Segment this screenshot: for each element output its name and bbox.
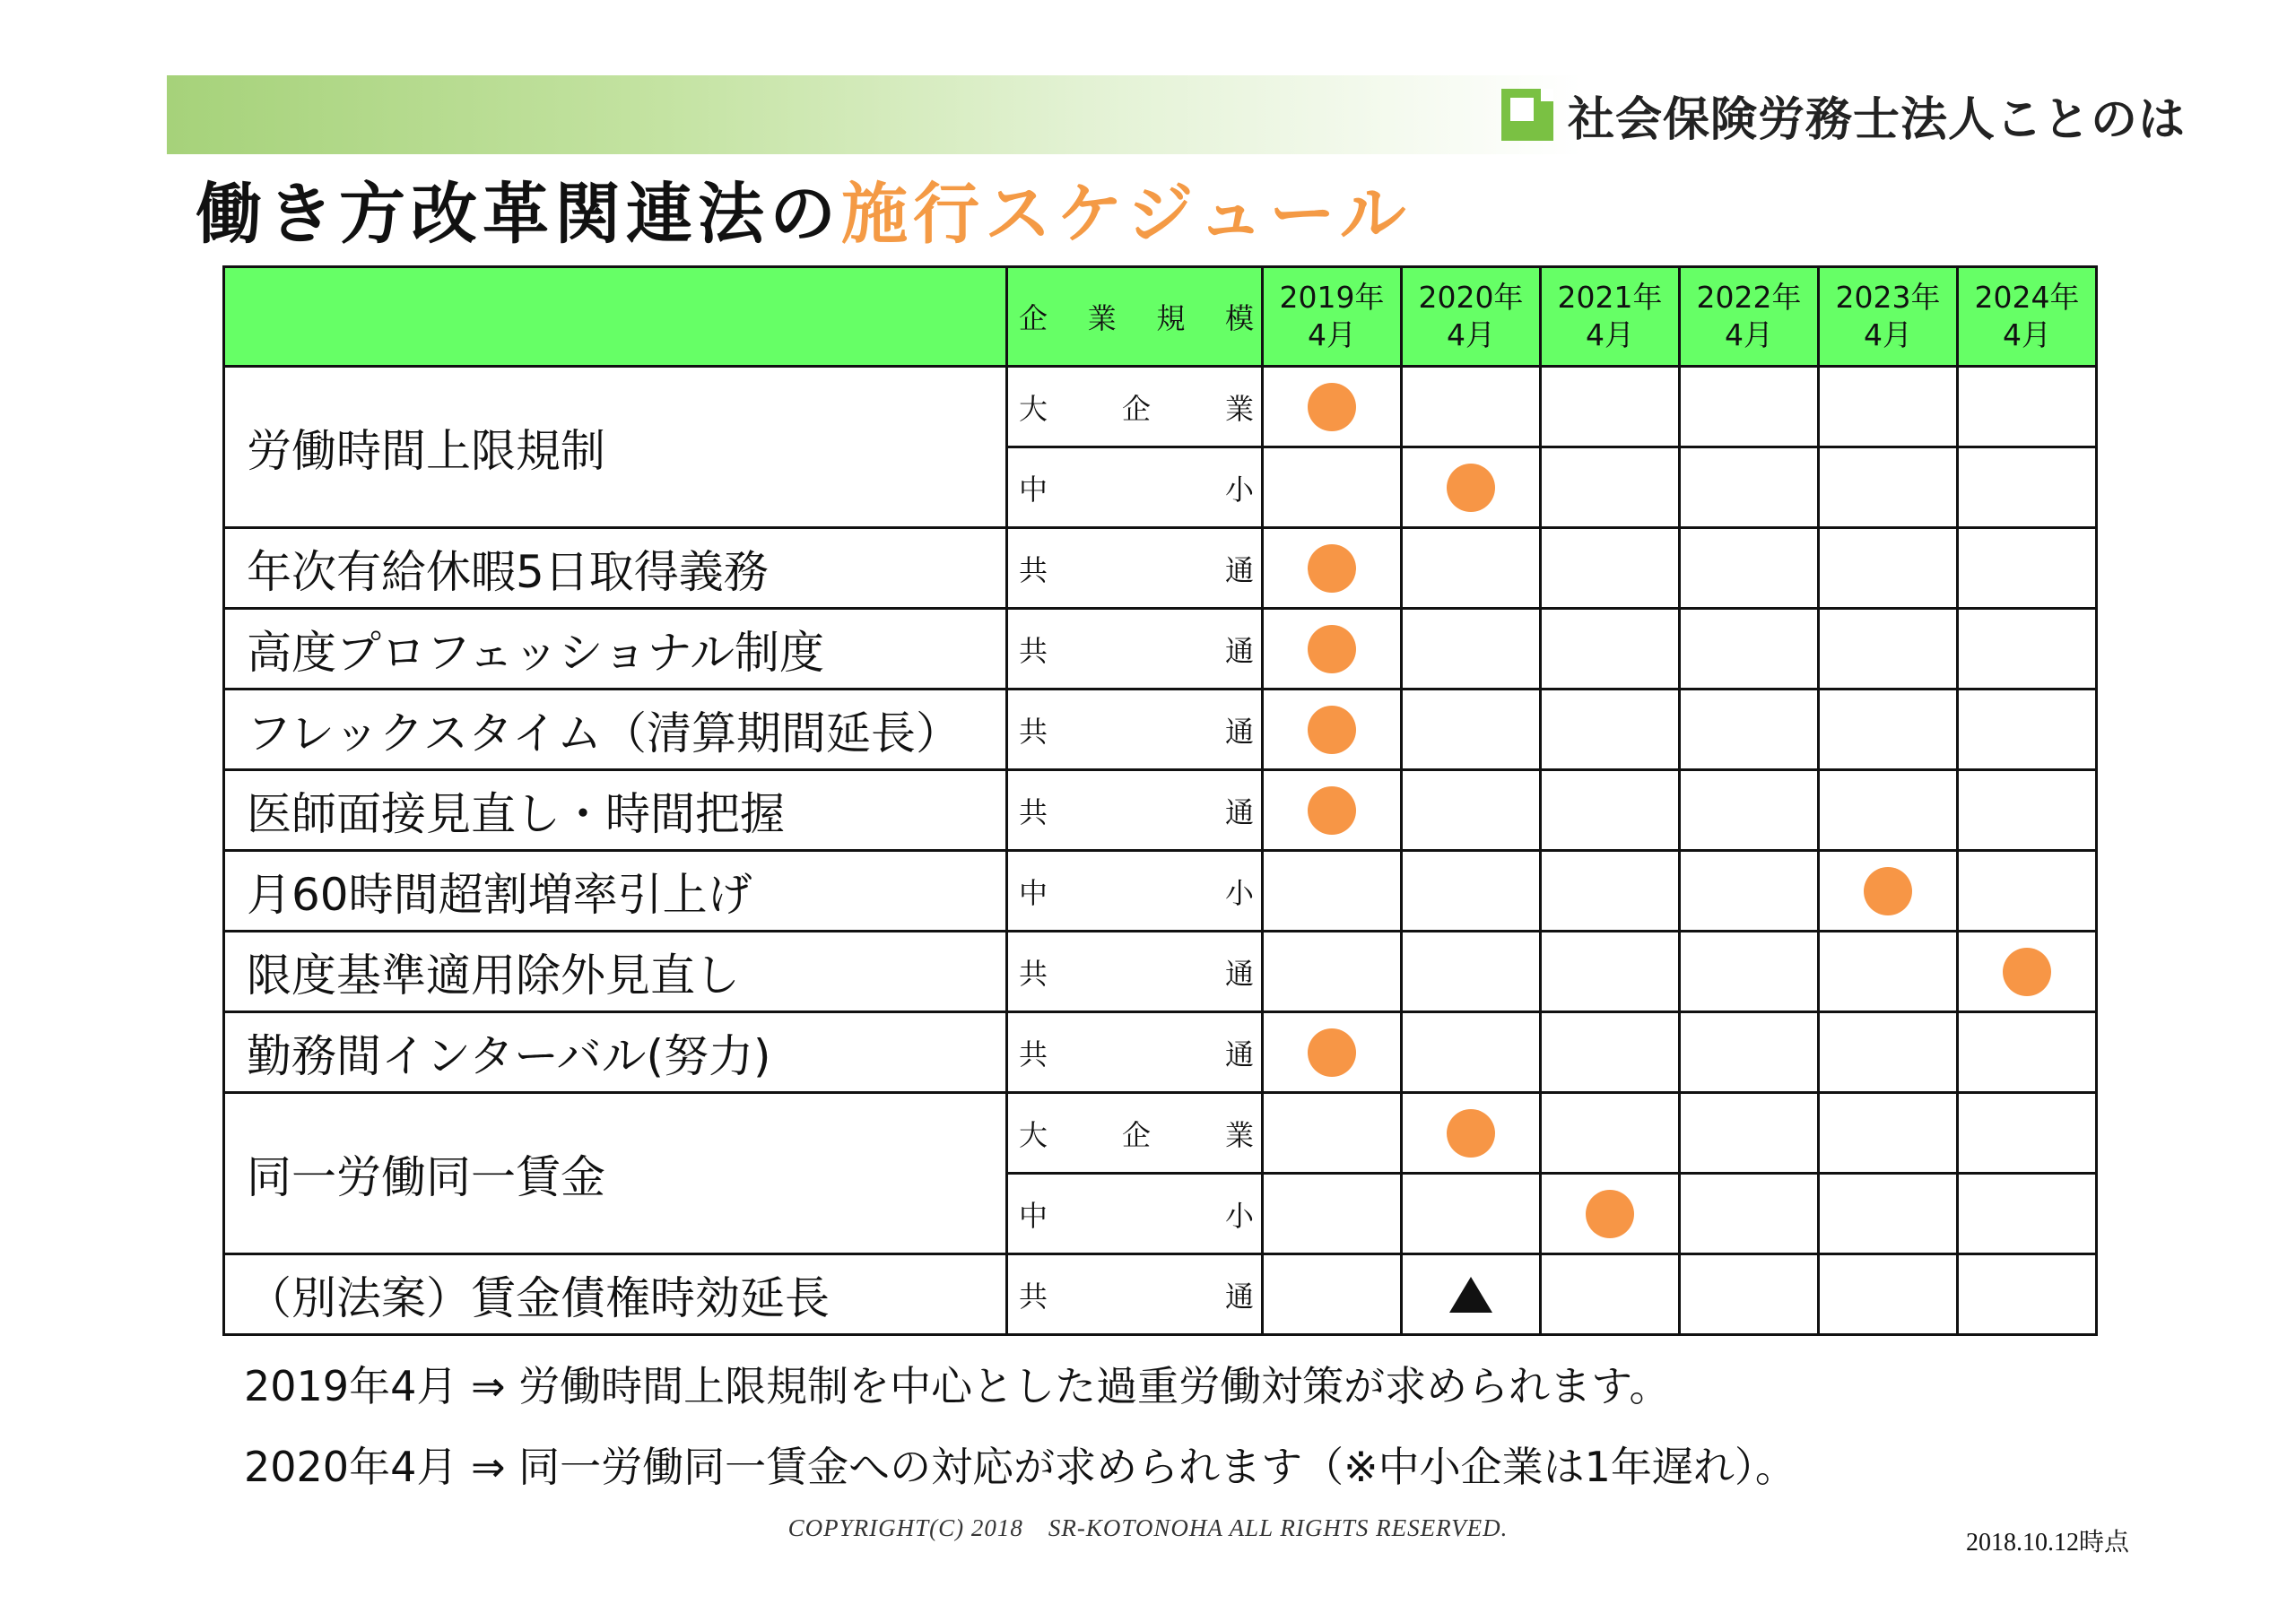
schedule-cell [1819, 770, 1958, 851]
header-scale-char: 業 [1087, 301, 1117, 335]
schedule-cell [1402, 851, 1541, 932]
schedule-cell [1541, 367, 1680, 447]
schedule-cell [1402, 1174, 1541, 1254]
header-scale-cell [1007, 267, 1263, 367]
schedule-cell [1402, 1012, 1541, 1093]
item-name: 勤務間インターバル(努力) [224, 1012, 1007, 1093]
header-scale-char: 企 [1019, 301, 1048, 335]
scale-char: 通 [1224, 1279, 1254, 1314]
header-year-cell [1541, 267, 1680, 367]
item-name: 限度基準適用除外見直し [224, 932, 1007, 1012]
schedule-table [222, 265, 2098, 1336]
schedule-cell [1819, 528, 1958, 609]
scale-char: 企 [1121, 391, 1151, 426]
schedule-cell [1263, 851, 1402, 932]
title-highlight: 施行スケジュール [841, 176, 1412, 253]
schedule-cell [1958, 367, 2097, 447]
schedule-cell [1402, 609, 1541, 690]
header-month: 4月 [1725, 317, 1773, 352]
item-name: フレックスタイム（清算期間延長） [224, 690, 1007, 770]
scale-char: 通 [1224, 1037, 1254, 1071]
effective-date-marker-icon [2003, 948, 2051, 996]
schedule-cell [1263, 1012, 1402, 1093]
effective-date-marker-icon [1864, 867, 1912, 915]
schedule-cell [1680, 851, 1819, 932]
schedule-cell [1541, 1174, 1680, 1254]
schedule-cell [1263, 609, 1402, 690]
scale-char: 小 [1224, 875, 1254, 910]
header-year: 2024年 [1974, 280, 2080, 315]
schedule-cell [1958, 932, 2097, 1012]
schedule-cell [1541, 1093, 1680, 1174]
item-name: 年次有給休暇5日取得義務 [224, 528, 1007, 609]
schedule-cell [1402, 690, 1541, 770]
header-year-cell [1263, 267, 1402, 367]
scale-char: 共 [1019, 552, 1048, 587]
table-row [224, 770, 2097, 851]
scale-cell [1007, 932, 1263, 1012]
scale-cell [1007, 851, 1263, 932]
schedule-cell [1680, 932, 1819, 1012]
pending-bill-triangle-icon [1449, 1277, 1492, 1313]
scale-char: 共 [1019, 956, 1048, 991]
table-row [224, 367, 2097, 447]
effective-date-marker-icon [1308, 786, 1356, 835]
schedule-cell [1958, 1254, 2097, 1335]
scale-char: 業 [1224, 1117, 1254, 1152]
table-row [224, 609, 2097, 690]
table-row [224, 851, 2097, 932]
effective-date-marker-icon [1308, 1028, 1356, 1077]
schedule-cell [1541, 447, 1680, 528]
scale-char: 中 [1019, 875, 1048, 910]
table-row [224, 1012, 2097, 1093]
scale-char: 共 [1019, 633, 1048, 668]
header-band [167, 75, 1584, 154]
logo-mark-icon [1501, 89, 1553, 141]
header-scale-char: 模 [1224, 301, 1254, 335]
schedule-cell [1680, 609, 1819, 690]
header-month: 4月 [1864, 317, 1912, 352]
schedule-cell [1680, 528, 1819, 609]
schedule-cell [1263, 447, 1402, 528]
scale-char: 通 [1224, 633, 1254, 668]
scale-char: 共 [1019, 1037, 1048, 1071]
header-year-cell [1402, 267, 1541, 367]
scale-char: 共 [1019, 1279, 1048, 1314]
schedule-cell [1402, 1093, 1541, 1174]
schedule-cell [1680, 367, 1819, 447]
scale-char: 通 [1224, 552, 1254, 587]
scale-char: 大 [1019, 391, 1048, 426]
scale-char: 共 [1019, 794, 1048, 829]
item-name: 医師面接見直し・時間把握 [224, 770, 1007, 851]
header-month: 4月 [1308, 317, 1356, 352]
scale-char: 通 [1224, 956, 1254, 991]
schedule-cell [1958, 690, 2097, 770]
schedule-cell [1541, 770, 1680, 851]
effective-date-marker-icon [1308, 383, 1356, 431]
schedule-cell [1402, 770, 1541, 851]
scale-char: 企 [1121, 1117, 1151, 1152]
scale-cell [1007, 367, 1263, 447]
schedule-cell [1680, 1254, 1819, 1335]
schedule-cell [1819, 609, 1958, 690]
scale-cell [1007, 1012, 1263, 1093]
schedule-cell [1680, 447, 1819, 528]
schedule-cell [1541, 1012, 1680, 1093]
effective-date-marker-icon [1447, 1109, 1495, 1158]
scale-cell [1007, 447, 1263, 528]
scale-cell [1007, 1174, 1263, 1254]
table-row [224, 528, 2097, 609]
schedule-cell [1402, 447, 1541, 528]
schedule-cell [1402, 367, 1541, 447]
schedule-cell [1958, 447, 2097, 528]
page-title [196, 176, 1412, 253]
scale-cell [1007, 1254, 1263, 1335]
header-year-cell [1680, 267, 1819, 367]
schedule-cell [1402, 1254, 1541, 1335]
header-year-cell [1958, 267, 2097, 367]
schedule-cell [1819, 367, 1958, 447]
schedule-cell [1680, 690, 1819, 770]
schedule-cell [1819, 932, 1958, 1012]
schedule-cell [1541, 690, 1680, 770]
header-month: 4月 [2003, 317, 2051, 352]
schedule-cell [1263, 932, 1402, 1012]
scale-char: 大 [1019, 1117, 1048, 1152]
header-year: 2023年 [1835, 280, 1941, 315]
as-of-date: 2018.10.12時点 [1965, 1529, 2129, 1557]
table-row [224, 690, 2097, 770]
scale-cell [1007, 690, 1263, 770]
header-year: 2020年 [1418, 280, 1524, 315]
schedule-cell [1958, 1174, 2097, 1254]
schedule-cell [1680, 1174, 1819, 1254]
scale-char: 中 [1019, 1198, 1048, 1233]
effective-date-marker-icon [1308, 625, 1356, 673]
schedule-cell [1819, 1254, 1958, 1335]
scale-cell [1007, 528, 1263, 609]
schedule-cell [1263, 1174, 1402, 1254]
schedule-cell [1819, 1012, 1958, 1093]
schedule-cell [1541, 1254, 1680, 1335]
schedule-cell [1958, 1012, 2097, 1093]
schedule-cell [1819, 1093, 1958, 1174]
table-row [224, 1254, 2097, 1335]
schedule-cell [1402, 528, 1541, 609]
item-name: 労働時間上限規制 [224, 367, 1007, 528]
schedule-cell [1958, 770, 2097, 851]
scale-char: 小 [1224, 1198, 1254, 1233]
header-month: 4月 [1447, 317, 1495, 352]
scale-char: 小 [1224, 472, 1254, 507]
header-blank-cell [224, 267, 1007, 367]
schedule-cell [1541, 528, 1680, 609]
schedule-cell [1680, 1012, 1819, 1093]
header-year-cell [1819, 267, 1958, 367]
company-logo [1501, 82, 2186, 147]
schedule-cell [1541, 851, 1680, 932]
scale-cell [1007, 1093, 1263, 1174]
table-row [224, 932, 2097, 1012]
item-name: 同一労働同一賃金 [224, 1093, 1007, 1254]
schedule-cell [1263, 528, 1402, 609]
schedule-cell [1263, 690, 1402, 770]
header-scale-char: 規 [1156, 301, 1186, 335]
scale-char: 通 [1224, 714, 1254, 749]
effective-date-marker-icon [1447, 464, 1495, 512]
title-main: 働き方改革関連法の [196, 176, 841, 253]
scale-char: 中 [1019, 472, 1048, 507]
scale-char: 業 [1224, 391, 1254, 426]
note-2019: 2019年4月 ⇒ 労働時間上限規制を中心とした過重労働対策が求められます。 [244, 1362, 1671, 1410]
header-year: 2022年 [1696, 280, 1802, 315]
scale-char: 共 [1019, 714, 1048, 749]
header-month: 4月 [1586, 317, 1634, 352]
schedule-cell [1263, 367, 1402, 447]
schedule-cell [1680, 1093, 1819, 1174]
schedule-cell [1819, 851, 1958, 932]
header-year: 2021年 [1557, 280, 1663, 315]
schedule-cell [1541, 932, 1680, 1012]
schedule-cell [1819, 690, 1958, 770]
item-name: 高度プロフェッショナル制度 [224, 609, 1007, 690]
schedule-cell [1819, 1174, 1958, 1254]
schedule-cell [1958, 528, 2097, 609]
schedule-cell [1819, 447, 1958, 528]
effective-date-marker-icon [1308, 544, 1356, 593]
table-row [224, 1093, 2097, 1174]
scale-cell [1007, 770, 1263, 851]
note-2020: 2020年4月 ⇒ 同一労働同一賃金への対応が求められます（※中小企業は1年遅れ）。 [244, 1443, 1796, 1491]
table-header-row [224, 267, 2097, 367]
schedule-cell [1263, 770, 1402, 851]
company-name: 社会保険労務士法人ことのは [1568, 92, 2187, 147]
schedule-cell [1263, 1093, 1402, 1174]
effective-date-marker-icon [1308, 706, 1356, 754]
header-year: 2019年 [1279, 280, 1385, 315]
schedule-cell [1263, 1254, 1402, 1335]
schedule-cell [1958, 1093, 2097, 1174]
scale-cell [1007, 609, 1263, 690]
schedule-cell [1541, 609, 1680, 690]
scale-char: 通 [1224, 794, 1254, 829]
schedule-cell [1958, 609, 2097, 690]
schedule-cell [1680, 770, 1819, 851]
copyright: COPYRIGHT(C) 2018 SR-KOTONOHA ALL RIGHTS RESERVED. [787, 1514, 1509, 1541]
schedule-cell [1958, 851, 2097, 932]
schedule-cell [1402, 932, 1541, 1012]
effective-date-marker-icon [1586, 1190, 1634, 1238]
item-name: （別法案）賃金債権時効延長 [224, 1254, 1007, 1335]
item-name: 月60時間超割増率引上げ [224, 851, 1007, 932]
